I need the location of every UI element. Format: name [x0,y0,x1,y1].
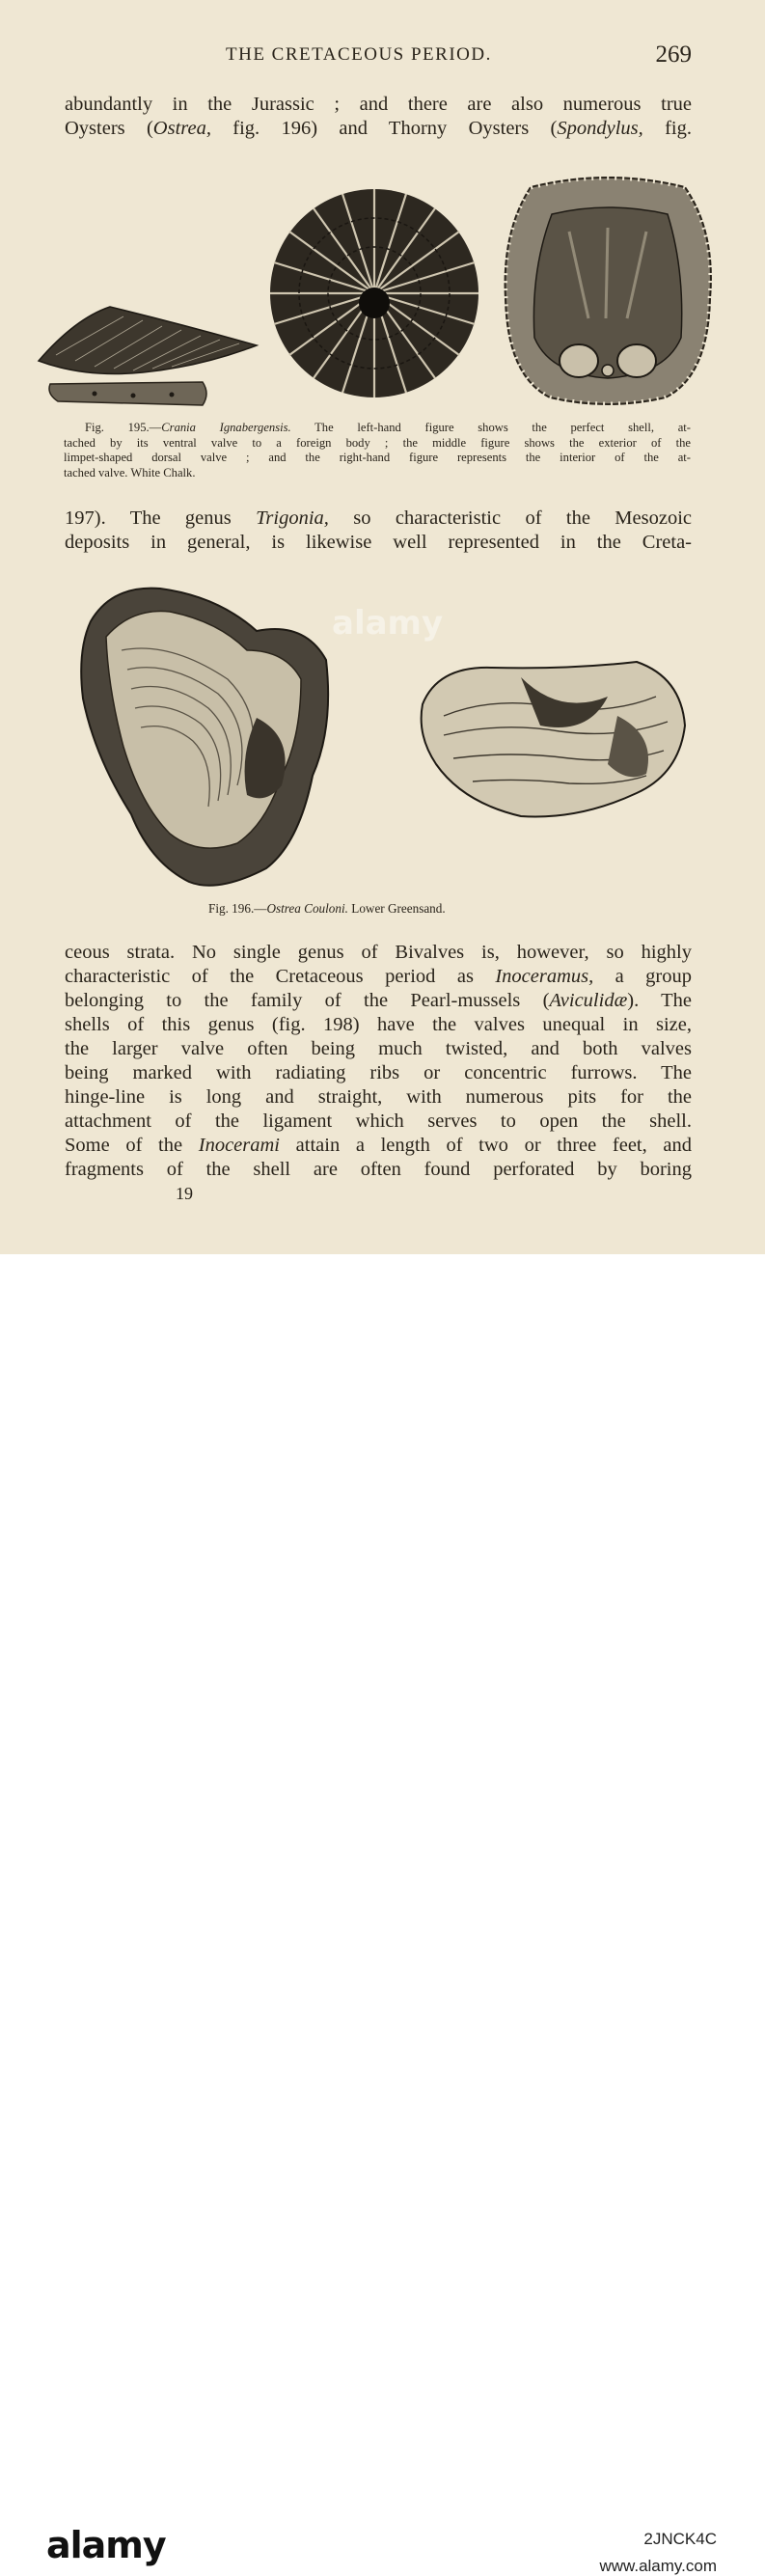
text-line: being marked with radiating ribs or concentric furrows. The [65,1062,692,1083]
figure-196-caption: Fig. 196.—Ostrea Couloni. Lower Greensand. [208,901,446,916]
caption-line: tached by its ventral valve to a foreign body ; the middle figure shows the exterior of the [64,435,691,450]
image-id: 2JNCK4C [643,2530,717,2548]
crania-interior-valve-illustration [502,174,714,407]
page-number: 269 [655,41,692,68]
paragraph-1 [65,93,692,141]
site-url: www.alamy.com [599,2557,717,2575]
caption-line: limpet-shaped dorsal valve ; and the right-hand figure represents the interior of the at- [64,451,691,464]
signature-mark: 19 [176,1184,193,1203]
ostrea-left-valve-illustration [73,583,336,893]
book-page [0,0,765,1254]
alamy-watermark: alamy [332,604,444,643]
alamy-footer [0,1254,765,2575]
paragraph-2 [65,507,692,555]
text-line: shells of this genus (fig. 198) have the valves unequal in size, [65,1014,692,1035]
running-head [0,41,765,73]
crania-attached-shell-illustration [37,297,260,411]
text-line: belonging to the family of the Pearl-mussels (Aviculidæ). The [65,990,692,1011]
running-head-title: THE CRETACEOUS PERIOD. [226,44,492,65]
caption-line: tached valve. White Chalk. [64,465,196,480]
text-line: Some of the Inocerami attain a length of two or three feet, and [65,1135,692,1156]
figure-195-caption [64,421,691,480]
text-line: Oysters (Ostrea, fig. 196) and Thorny Oysters (Spondylus, fig. [65,118,692,139]
text-line: fragments of the shell are often found perforated by boring [65,1159,692,1180]
text-line: characteristic of the Cretaceous period as Inoceramus, a group [65,966,692,987]
text-line: the larger valve often being much twisted, and both valves [65,1038,692,1059]
text-line: abundantly in the Jurassic ; and there are also numerous true [65,94,692,115]
text-line: 197). The genus Trigonia, so characteristic of the Mesozoic [65,507,692,529]
paragraph-3 [65,941,692,1182]
ostrea-right-valve-illustration [415,658,689,822]
text-line: hinge-line is long and straight, with numerous pits for the [65,1086,692,1108]
text-line: deposits in general, is likewise well represented in the Creta- [65,532,692,553]
caption-line: Fig. 195.—Crania Ignabergensis. The left-hand figure shows the perfect shell, at- [85,421,691,434]
crania-dorsal-valve-illustration [266,176,484,411]
alamy-logo: alamy [46,2524,166,2566]
text-line: attachment of the ligament which serves to open the shell. [65,1110,692,1132]
text-line: ceous strata. No single genus of Bivalves is, however, so highly [65,942,692,963]
